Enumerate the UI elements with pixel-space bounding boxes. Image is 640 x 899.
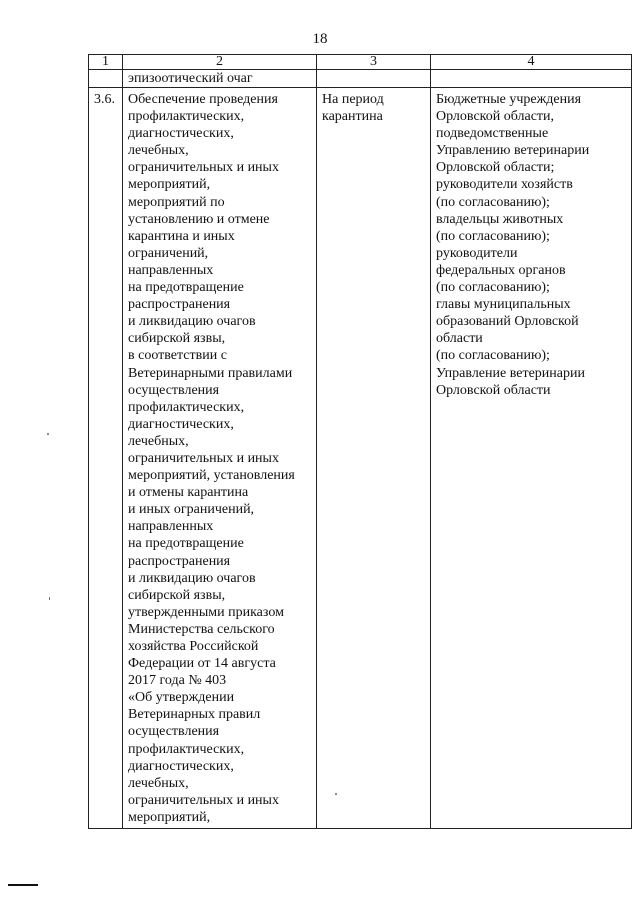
measure-text-line: и ликвидацию очагов [128,570,256,586]
measure-text-line: Ветеринарными правилами [128,365,293,381]
measure-text-line: и отмены карантина [128,485,249,501]
edge-mark [8,884,38,886]
measure-text-line: ограничений, [128,245,209,261]
responsible-cell [431,88,632,829]
responsible-text-line: Орловской области; [436,160,555,176]
continuation-responsible-cell [431,70,632,88]
responsible-text-line: Управлению ветеринарии [436,143,590,159]
measure-text-line: 2017 года № 403 [128,673,227,689]
measure-text-line: карантина и иных [128,228,235,244]
row-number-cell: 3.6. [89,88,123,829]
measure-text-line: осуществления [128,724,220,740]
measure-text-line: распространения [128,297,231,313]
measure-text-line: лечебных, [128,775,189,791]
continuation-period-cell [317,70,431,88]
measure-text-line: направленных [128,262,214,278]
measure-text-line: и ликвидацию очагов [128,314,256,330]
measure-text-line: осуществления [128,382,220,398]
measures-table [88,54,632,829]
measure-text-line: в соответствии с [128,348,227,364]
measure-cell [123,88,317,829]
measure-text-line: лечебных, [128,433,189,449]
responsible-text-line: главы муниципальных [436,297,571,313]
measure-text-line: Обеспечение проведения [128,92,278,107]
responsible-text-line: Бюджетные учреждения [436,92,582,107]
header-col-3: 3 [317,55,431,70]
continuation-measure-cell [123,70,317,88]
measure-text-line: мероприятий, [128,809,211,825]
continuation-row [89,70,632,88]
measure-text-line: установлению и отмене [128,211,270,227]
measure-text-line: мероприятий, [128,177,211,193]
responsible-text-line: (по согласованию); [436,280,550,296]
period-cell [317,88,431,829]
scan-speck [49,597,50,600]
responsible-text-line: подведомственные [436,126,549,142]
responsible-text-line: Орловской области, [436,109,555,125]
measure-text-line: профилактических, [128,109,245,125]
measure-text-line: на предотвращение [128,280,244,296]
measure-text-line: распространения [128,553,231,569]
responsible-text-line: руководители хозяйств [436,177,573,193]
measure-text-line: Министерства сельского [128,621,275,637]
header-col-2: 2 [123,55,317,70]
responsible-text-line: (по согласованию); [436,194,550,210]
responsible-text-line: образований Орловской [436,314,579,330]
continuation-number-cell [89,70,123,88]
measure-text-line: диагностических, [128,416,234,432]
responsible-text-line: Орловской области [436,382,551,398]
measure-text-line: ограничительных и иных [128,450,279,466]
measure-text-line: утвержденными приказом [128,604,284,620]
measure-text-line: диагностических, [128,126,234,142]
measure-text-line: мероприятий, установления [128,468,295,484]
continuation-measure-line: эпизоотический очаг [128,71,253,86]
measure-text-line: профилактических, [128,741,245,757]
header-col-4: 4 [431,55,632,70]
responsible-text-line: Управление ветеринарии [436,365,585,381]
measure-text-line: профилактических, [128,399,245,415]
table-row [89,88,632,829]
measure-text-line: на предотвращение [128,536,244,552]
responsible-text-line: области [436,331,483,347]
measure-text-line: ограничительных и иных [128,160,279,176]
measure-text-line: «Об утверждении [128,690,235,706]
period-text-line: карантина [322,109,383,125]
responsible-text-line: владельцы животных [436,211,564,227]
measure-text-line: и иных ограничений, [128,502,255,518]
measure-text-line: лечебных, [128,143,189,159]
measure-text-line: мероприятий по [128,194,225,210]
responsible-text-line: (по согласованию); [436,228,550,244]
measure-text-line: ограничительных и иных [128,792,279,808]
measure-text-line: Федерации от 14 августа [128,656,276,672]
responsible-text-line: федеральных органов [436,262,566,278]
scan-speck [335,793,337,795]
measure-text-line: Ветеринарных правил [128,707,261,723]
responsible-text-line: руководители [436,245,518,261]
period-text-line: На период [322,92,384,107]
measure-text-line: хозяйства Российской [128,639,259,654]
scan-speck [47,433,49,435]
measure-text-line: сибирской язвы, [128,587,226,603]
measure-text-line: направленных [128,519,214,535]
header-row [89,55,632,70]
header-col-1: 1 [89,55,123,70]
responsible-text-line: (по согласованию); [436,348,550,364]
measure-text-line: диагностических, [128,758,234,774]
measure-text-line: сибирской язвы, [128,331,226,347]
page-number: 18 [312,31,328,47]
